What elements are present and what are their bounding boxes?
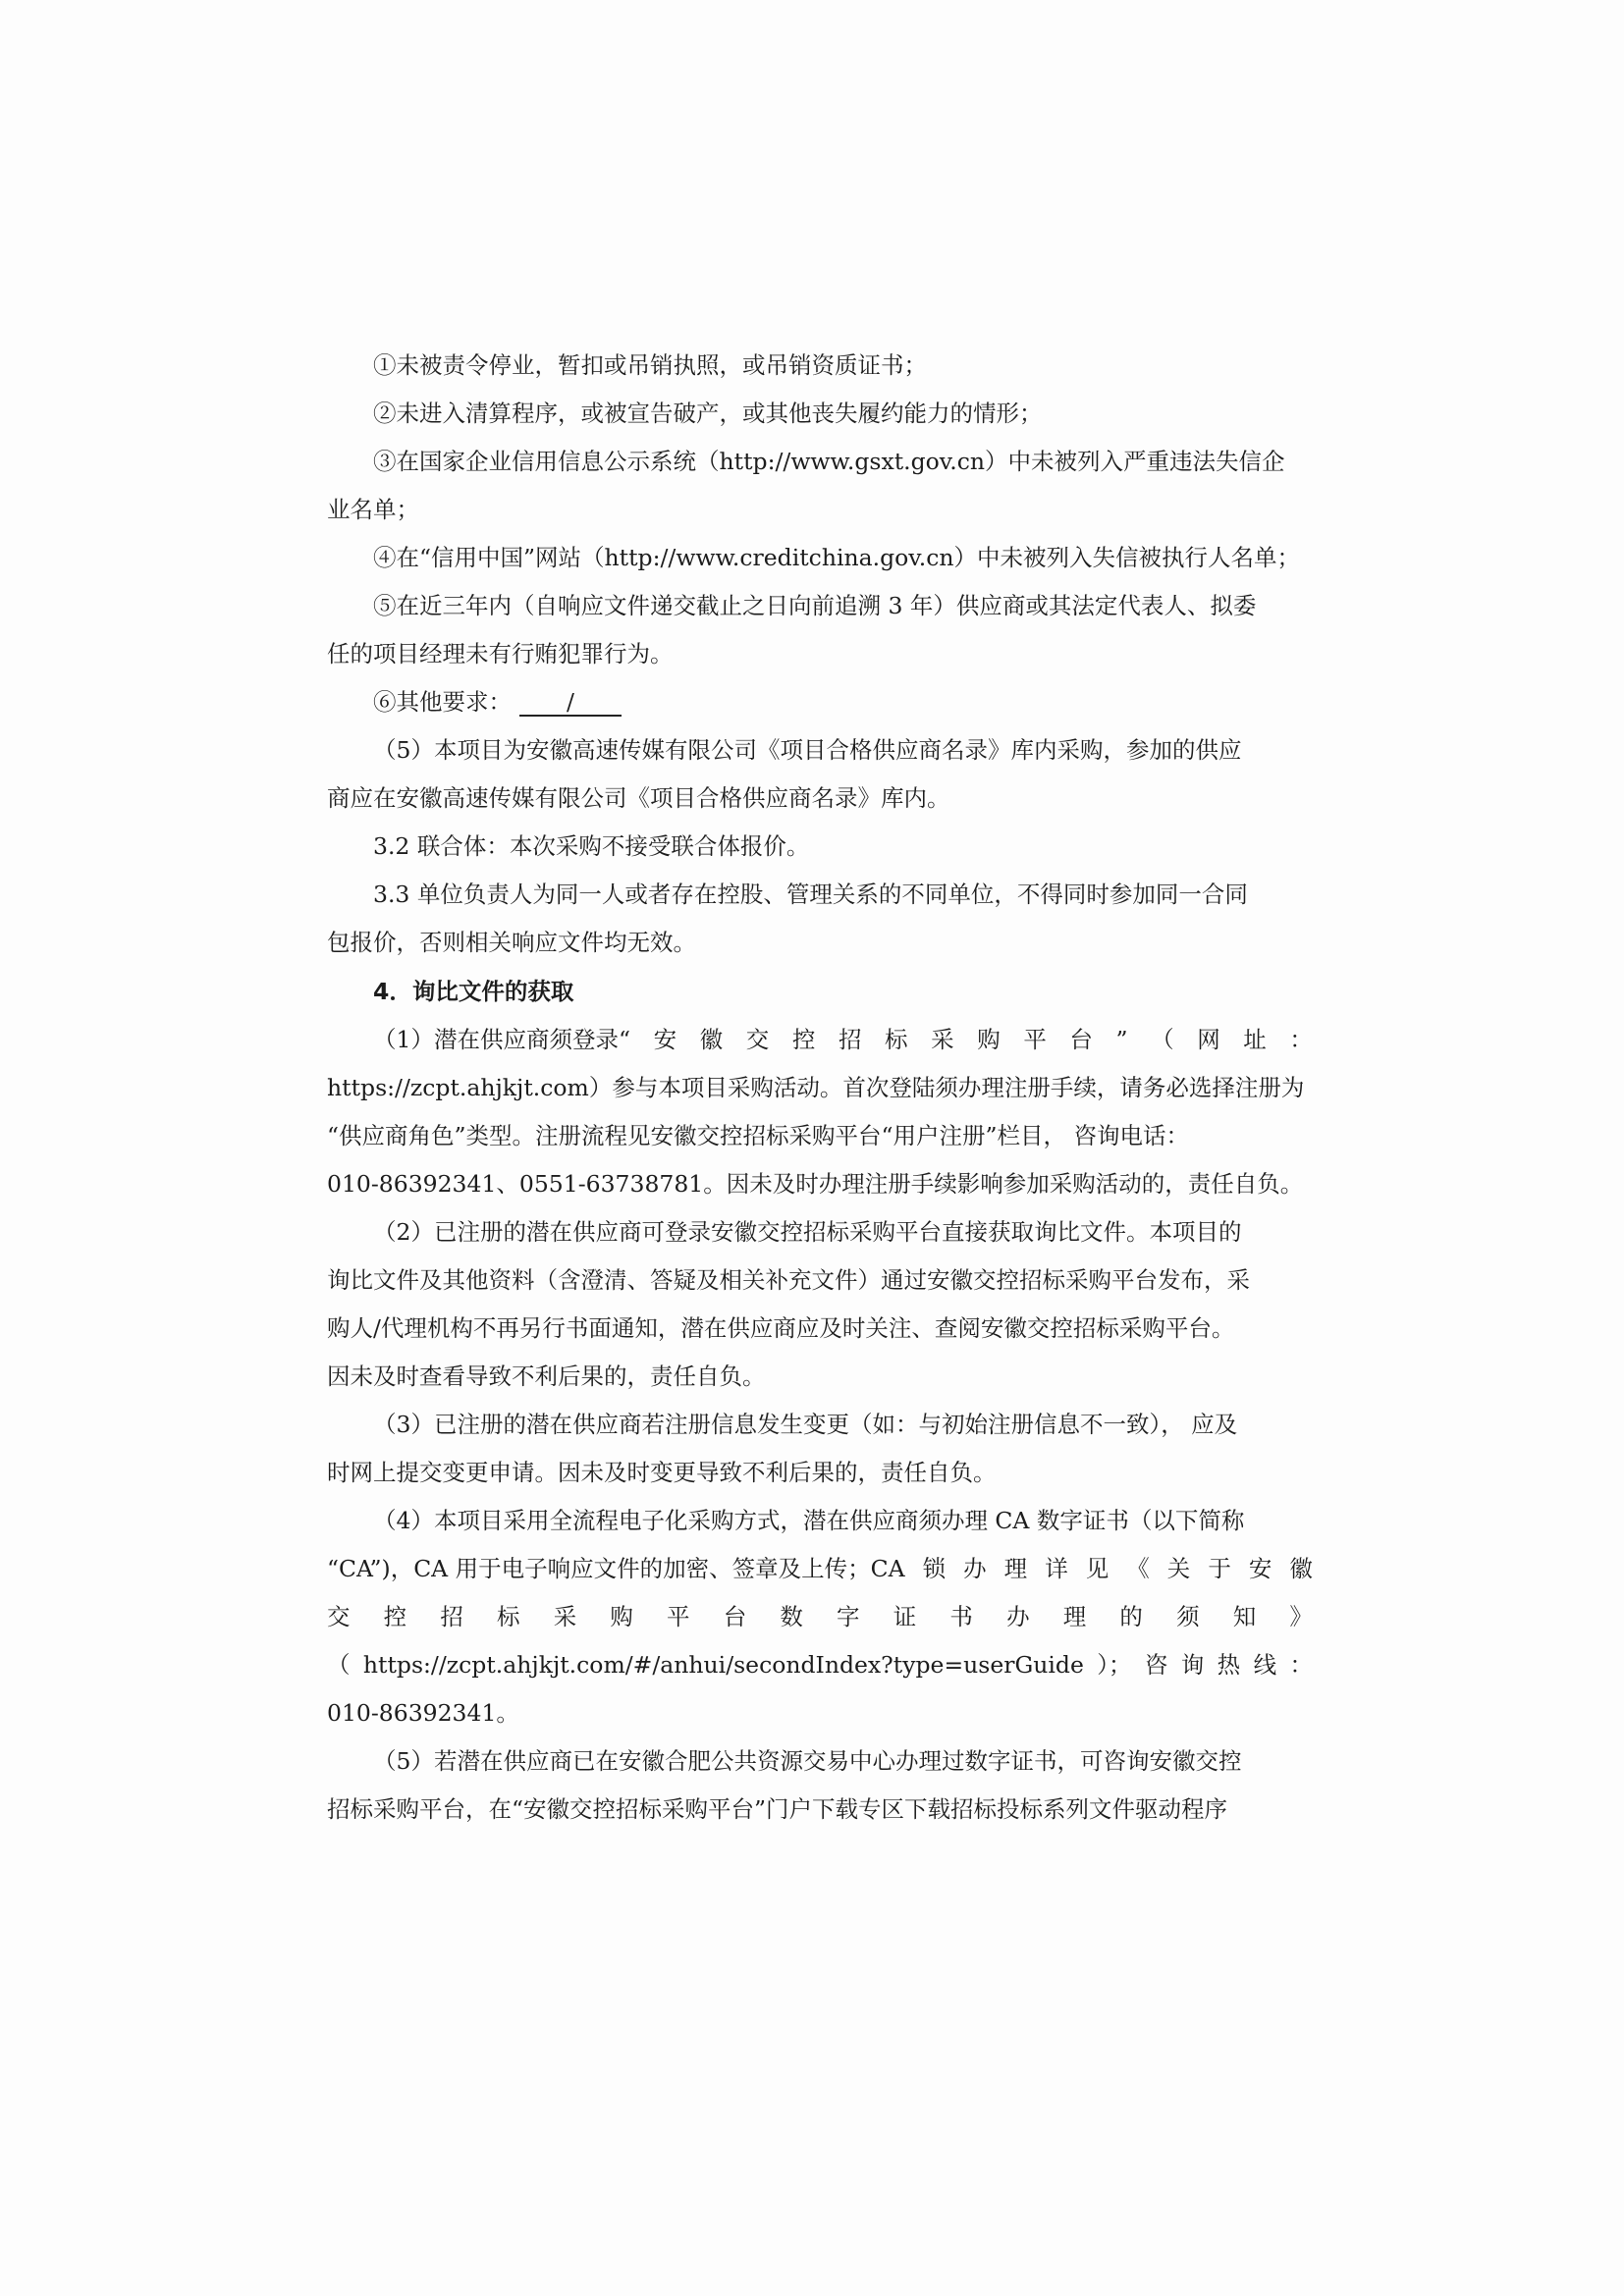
p4-char: 徽	[1289, 1555, 1313, 1582]
p1-line-1	[327, 1016, 1313, 1064]
p4-char: 办	[963, 1555, 987, 1582]
p4-char: 详	[1045, 1555, 1068, 1582]
p4-line-5: 010-86392341。	[327, 1699, 519, 1727]
item-4: ④在“信用中国”网站（http://www.creditchina.gov.cn）中未被列入失信被执行人名单；	[373, 544, 1301, 571]
p1-char: （	[1151, 1026, 1174, 1053]
item-1: ①未被责令停业，暂扣或吊销执照，或吊销资质证书；	[373, 351, 927, 379]
item-5-line-2: 任的项目经理未有行贿犯罪行为。	[327, 640, 674, 667]
p3-line-2: 时网上提交变更申请。因未及时变更导致不利后果的，责任自负。	[327, 1459, 997, 1486]
p4-char: 书	[949, 1603, 973, 1630]
p4-char: 招	[440, 1603, 463, 1630]
p1-char: 址	[1243, 1026, 1267, 1053]
p4-char: 须	[1176, 1603, 1200, 1630]
p4-char: 安	[1248, 1555, 1272, 1582]
p4-char: 《	[1126, 1555, 1150, 1582]
p4-char: 热	[1217, 1651, 1241, 1679]
p4-char: 办	[1006, 1603, 1030, 1630]
p2-line-2: 询比文件及其他资料（含澄清、答疑及相关补充文件）通过安徽交控招标采购平台发布，采	[327, 1266, 1250, 1294]
p1-char: 平	[1023, 1026, 1047, 1053]
p4-char: 字	[837, 1603, 860, 1630]
para-5-line-2: 商应在安徽高速传媒有限公司《项目合格供应商名录》库内。	[327, 784, 950, 812]
p4-char: 采	[553, 1603, 577, 1630]
p1-char: 徽	[699, 1026, 724, 1053]
section-3-2: 3.2 联合体：本次采购不接受联合体报价。	[373, 832, 810, 860]
section-3-3-line-1: 3.3 单位负责人为同一人或者存在控股、管理关系的不同单位，不得同时参加同一合同	[373, 881, 1248, 908]
item-3-line-2: 业名单；	[327, 496, 419, 523]
p1-text: （1）潜在供应商须登录“	[373, 1026, 630, 1053]
p4-char: 线	[1253, 1651, 1277, 1679]
p1-line-3: “供应商角色”类型。注册流程见安徽交控招标采购平台“用户注册”栏目， 咨询电话：	[327, 1122, 1190, 1149]
p1-char: 标	[885, 1026, 908, 1053]
section-4-heading: 4．询比文件的获取	[373, 978, 574, 1005]
p1-line-4: 010-86392341、0551-63738781。因未及时办理注册手续影响参加采购活动的，责任自负。	[327, 1170, 1304, 1198]
p4-char: 标	[497, 1603, 520, 1630]
para-5-line-1: （5）本项目为安徽高速传媒有限公司《项目合格供应商名录》库内采购，参加的供应	[373, 736, 1242, 764]
p4-char: 理	[1062, 1603, 1087, 1630]
p4-line-2	[327, 1545, 1313, 1593]
p1-char: 购	[977, 1026, 1001, 1053]
item-5-line-1: ⑤在近三年内（自响应文件递交截止之日向前追溯 3 年）供应商或其法定代表人、拟委	[373, 592, 1257, 619]
p4-char: 知	[1232, 1603, 1257, 1630]
p4-char: ：	[1289, 1651, 1313, 1679]
p2-line-1: （2）已注册的潜在供应商可登录安徽交控招标采购平台直接获取询比文件。本项目的	[373, 1218, 1242, 1246]
p4-char: 见	[1085, 1555, 1110, 1582]
p2-line-4: 因未及时查看导致不利后果的，责任自负。	[327, 1362, 766, 1390]
p4-line-1: （4）本项目采用全流程电子化采购方式，潜在供应商须办理 CA 数字证书（以下简称	[373, 1507, 1245, 1534]
p4-char: 关	[1166, 1555, 1191, 1582]
other-requirement-label: ⑥其他要求：	[373, 688, 512, 716]
p4-char: 购	[610, 1603, 633, 1630]
p4-char: 平	[667, 1603, 690, 1630]
p4-char: 询	[1180, 1651, 1205, 1679]
p4-char: 数	[780, 1603, 803, 1630]
p1-char: 采	[931, 1026, 954, 1053]
p1-char: 交	[745, 1026, 770, 1053]
p2-line-3: 购人/代理机构不再另行书面通知，潜在供应商应及时关注、查阅安徽交控招标采购平台。	[327, 1314, 1235, 1342]
p4-char: 证	[893, 1603, 917, 1630]
item-6	[327, 678, 1313, 726]
item-2: ②未进入清算程序，或被宣告破产，或其他丧失履约能力的情形；	[373, 400, 1043, 427]
p4-char: 控	[383, 1603, 407, 1630]
p4-line-4	[327, 1641, 1313, 1689]
p4-char: 于	[1208, 1555, 1231, 1582]
p1-line-2: https://zcpt.ahjkjt.com）参与本项目采购活动。首次登陆须办理注册手续，请务必选择注册为	[327, 1074, 1305, 1101]
document-body	[327, 342, 1313, 1834]
p4-char: 理	[1003, 1555, 1028, 1582]
p1-char: 台	[1069, 1026, 1093, 1053]
p1-char: 网	[1197, 1026, 1220, 1053]
p4-line-3	[327, 1593, 1313, 1641]
p1-char: ”	[1115, 1026, 1128, 1053]
p4-char: 》	[1289, 1603, 1313, 1630]
p4-char: 锁	[922, 1555, 947, 1582]
p4-char: 的	[1119, 1603, 1143, 1630]
p4-char: 交	[327, 1603, 351, 1630]
section-3-3-line-2: 包报价，否则相关响应文件均无效。	[327, 929, 696, 956]
p5-line-2: 招标采购平台，在“安徽交控招标采购平台”门户下载专区下载招标投标系列文件驱动程序	[327, 1795, 1228, 1823]
item-3-line-1: ③在国家企业信用信息公示系统（http://www.gsxt.gov.cn）中未被列入严重违法失信企	[373, 448, 1285, 475]
p4-char: 咨	[1144, 1651, 1168, 1679]
p1-char: ：	[1289, 1026, 1313, 1053]
other-requirement-value: /	[519, 689, 622, 717]
ca-guide-url: https://zcpt.ahjkjt.com/#/anhui/secondIndex?type=userGuide	[362, 1651, 1084, 1679]
p4-text: “CA”)，CA 用于电子响应文件的加密、签章及上传；CA	[327, 1555, 905, 1582]
p3-line-1: （3）已注册的潜在供应商若注册信息发生变更（如：与初始注册信息不一致）， 应及	[373, 1411, 1238, 1438]
p1-char: 控	[791, 1026, 816, 1053]
p4-char: ）；	[1097, 1651, 1132, 1679]
p1-char: 安	[653, 1026, 677, 1053]
p5-line-1: （5）若潜在供应商已在安徽合肥公共资源交易中心办理过数字证书，可咨询安徽交控	[373, 1747, 1242, 1775]
p4-char: （	[327, 1651, 351, 1679]
p4-char: 台	[723, 1603, 747, 1630]
p1-char: 招	[838, 1026, 862, 1053]
